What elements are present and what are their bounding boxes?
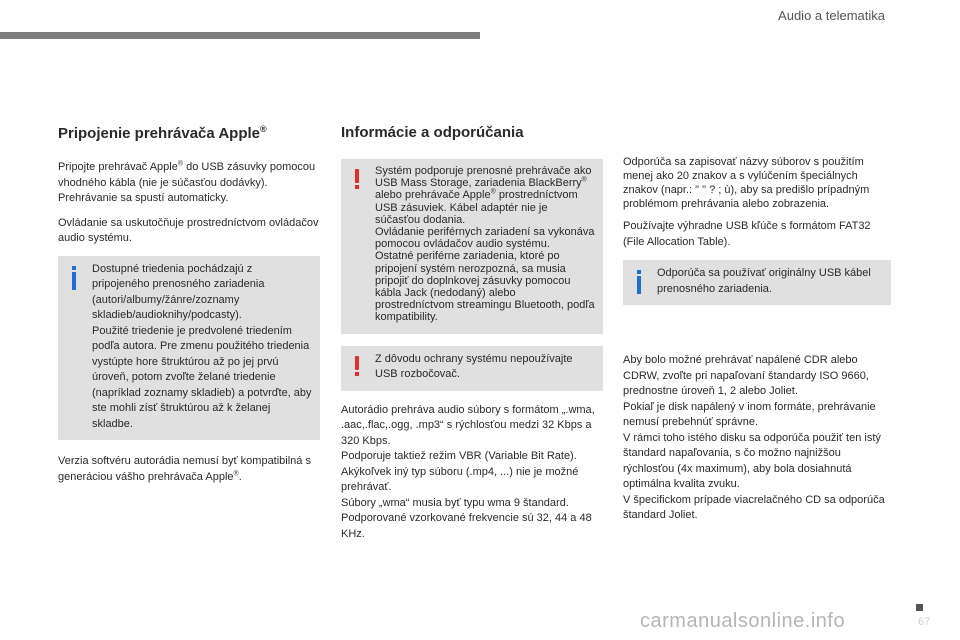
warning-box-hub: Z dôvodu ochrany systému nepoužívajte USB rozbočovač. — [341, 346, 603, 391]
apple-controls-paragraph: Ovládanie sa uskutočňuje prostredníctvom ovládačov audio systému. — [58, 216, 319, 244]
warning-icon — [350, 356, 364, 376]
filenames-paragraph: Odporúča sa zapisovať názvy súborov s použitím menej ako 20 znakov a s vylúčením špeciálnych znakov (napr.: " " ? ; ù), aby sa predišlo prípadným problémom prehrávania alebo zobrazenia. — [623, 156, 870, 210]
fat32-paragraph: Používajte výhradne USB kľúče s formátom FAT32 (File Allocation Table). — [623, 220, 871, 248]
info-heading: Informácie a odporúčania — [341, 124, 524, 141]
column-apple — [58, 124, 320, 494]
column-info — [341, 124, 603, 542]
info-icon — [632, 270, 646, 294]
warning-icon — [350, 169, 364, 189]
warning-box-usb: Systém podporuje prenosné prehrávače ako USB Mass Storage, zariadenia BlackBerry® alebo prehrávače Apple® prostredníctvom USB zásuviek. Kábel adaptér nie je súčasťou dodania. Ovládanie periférnych zariadení sa vykonáva pomocou ovládačov audio systému. Ostatné periférne zariadenia, ktoré po pripojení systém nerozpozná, sa musia pripojiť do doplnkovej zásuvky pomocou kábla Jack (nedodaný) alebo prostredníctvom streamingu Bluetooth, podľa kompatibility. — [341, 159, 603, 334]
info-box-sorting: Dostupné triedenia pochádzajú z pripojeného prenosného zariadenia (autori/albumy/žánre/zoznamy skladieb/audioknihy/podcasty). Použité triedenie je predvolené triedením podľa autora. Pre zmenu použitého triedenia vystúpte hore štruktúrou až po jej prvú úroveň, potom zvoľte želané triedenie (napríklad zoznamy skladieb) a potvrďte, aby ste mohli zísť štruktúrou až k želanej skladbe. — [58, 256, 320, 441]
apple-connect-paragraph: Pripojte prehrávač Apple® do USB zásuvky pomocou vhodného kábla (nie je súčasťou dodávky). Prehrávanie sa spustí automaticky. — [58, 160, 316, 204]
header-bar — [0, 32, 480, 39]
section-title: Audio a telematika — [778, 8, 885, 23]
formats-paragraph: Autorádio prehráva audio súbory s formátom „.wma, .aac,.flac,.ogg, .mp3“ s rýchlosťou medzi 32 Kbps a 320 Kbps. Podporuje taktiež režim VBR (Variable Bit Rate). Akýkoľvek iný typ súboru (.mp4, ...) nie je možné prehrávať. Súbory „wma“ musia byť typu wma 9 štandard. Podporované vzorkované frekvencie sú 32, 44 a 48 KHz. — [341, 403, 595, 540]
cd-paragraph: Aby bolo možné prehrávať napálené CDR alebo CDRW, zvoľte pri napaľovaní štandardy ISO 9660, prednostne úroveň 1, 2 alebo Joliet. Pokiaľ je disk napálený v inom formáte, prehrávanie nemusí prebehnúť správne. V rámci toho istého disku sa odporúča použiť ten istý štandard napaľovania, s čo možno najnižšou rýchlosťou (4x maximum), aby bola dosiahnutá optimálna kvalita zvuku. V špecifickom prípade viacrelačného CD sa odporúča štandard Joliet. — [623, 354, 885, 521]
watermark: carmanualsonline.info — [640, 610, 846, 632]
apple-heading: Pripojenie prehrávača Apple® — [58, 124, 267, 142]
info-icon — [67, 266, 81, 290]
info-box-cable: Odporúča sa používať originálny USB kábel prenosného zariadenia. — [623, 260, 891, 305]
column-recommendations — [623, 155, 891, 533]
page-marker — [916, 604, 923, 611]
apple-compat-paragraph: Verzia softvéru autorádia nemusí byť kompatibilná s generáciou vášho prehrávača Apple®. — [58, 455, 311, 483]
page-number: 67 — [918, 616, 931, 628]
